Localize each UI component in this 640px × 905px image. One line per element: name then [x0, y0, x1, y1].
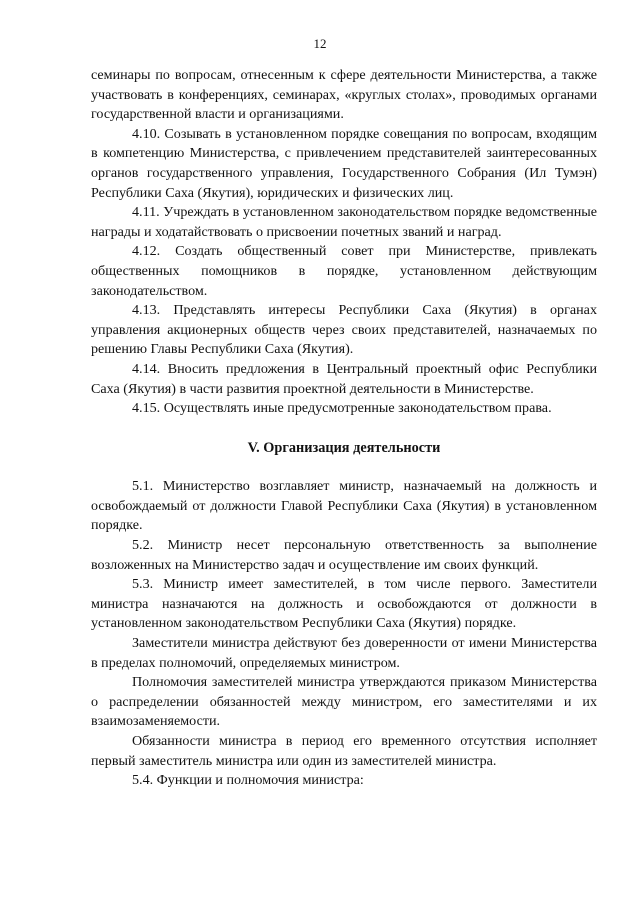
- paragraph-4-14: 4.14. Вносить предложения в Центральный проектный офис Республики Саха (Якутия) в части развития проектной деятельности в Министерстве.: [91, 360, 597, 397]
- paragraph-5-2: 5.2. Министр несет персональную ответственность за выполнение возложенных на Министерство задач и осуществление им своих функций.: [91, 537, 597, 573]
- paragraph-4-11: 4.11. Учреждать в установленном законодательством порядке ведомственные награды и ходатайствовать о присвоении почетных званий и наград.: [91, 204, 597, 240]
- paragraph-5-4: 5.4. Функции и полномочия министра:: [132, 772, 364, 789]
- paragraph-minister-absence: Обязанности министра в период его временного отсутствия исполняет первый заместитель министра или один из заместителей министра.: [91, 733, 597, 769]
- paragraph-4-15: 4.15. Осуществлять иные предусмотренные законодательством права.: [132, 400, 552, 417]
- page-number: 12: [313, 36, 327, 51]
- paragraph-deputies-act: Заместители министра действуют без доверенности от имени Министерства в пределах полномочий, определяемых министром.: [91, 635, 597, 671]
- paragraph-4-13: 4.13. Представлять интересы Республики Саха (Якутия) в органах управления акционерных обществ через своих представителей, назначаемых по решению Главы Республики Саха (Якутия).: [91, 302, 597, 358]
- paragraph-continuation: семинары по вопросам, отнесенным к сфере деятельности Министерства, а также участвовать в конференциях, семинарах, «круглых столах», проводимых органами государственной власти и организациями.: [91, 67, 597, 123]
- paragraph-deputies-powers: Полномочия заместителей министра утверждаются приказом Министерства о распределении обязанностей между министром, его заместителями и их взаимозаменяемости.: [91, 674, 597, 730]
- paragraph-5-3: 5.3. Министр имеет заместителей, в том числе первого. Заместители министра назначаются на должность и освобождаются от должности в установленном законодательством Республики Саха (Якутия) порядке.: [91, 576, 597, 632]
- document-body: [91, 66, 597, 791]
- section-heading: V. Организация деятельности: [247, 439, 441, 456]
- paragraph-5-1: 5.1. Министерство возглавляет министр, назначаемый на должность и освобождаемый от должности Главой Республики Саха (Якутия) в установленном порядке.: [91, 478, 597, 534]
- paragraph-4-12: 4.12. Создать общественный совет при Министерстве, привлекать общественных помощников в порядке, установленном действующим законодательством.: [91, 243, 597, 299]
- paragraph-4-10: 4.10. Созывать в установленном порядке совещания по вопросам, входящим в компетенцию Министерства, с привлечением представителей заинтересованных органов государственного управления, Государственного Собрания (Ил Тумэн) Республики Саха (Якутия), юридических и физических лиц.: [91, 125, 597, 201]
